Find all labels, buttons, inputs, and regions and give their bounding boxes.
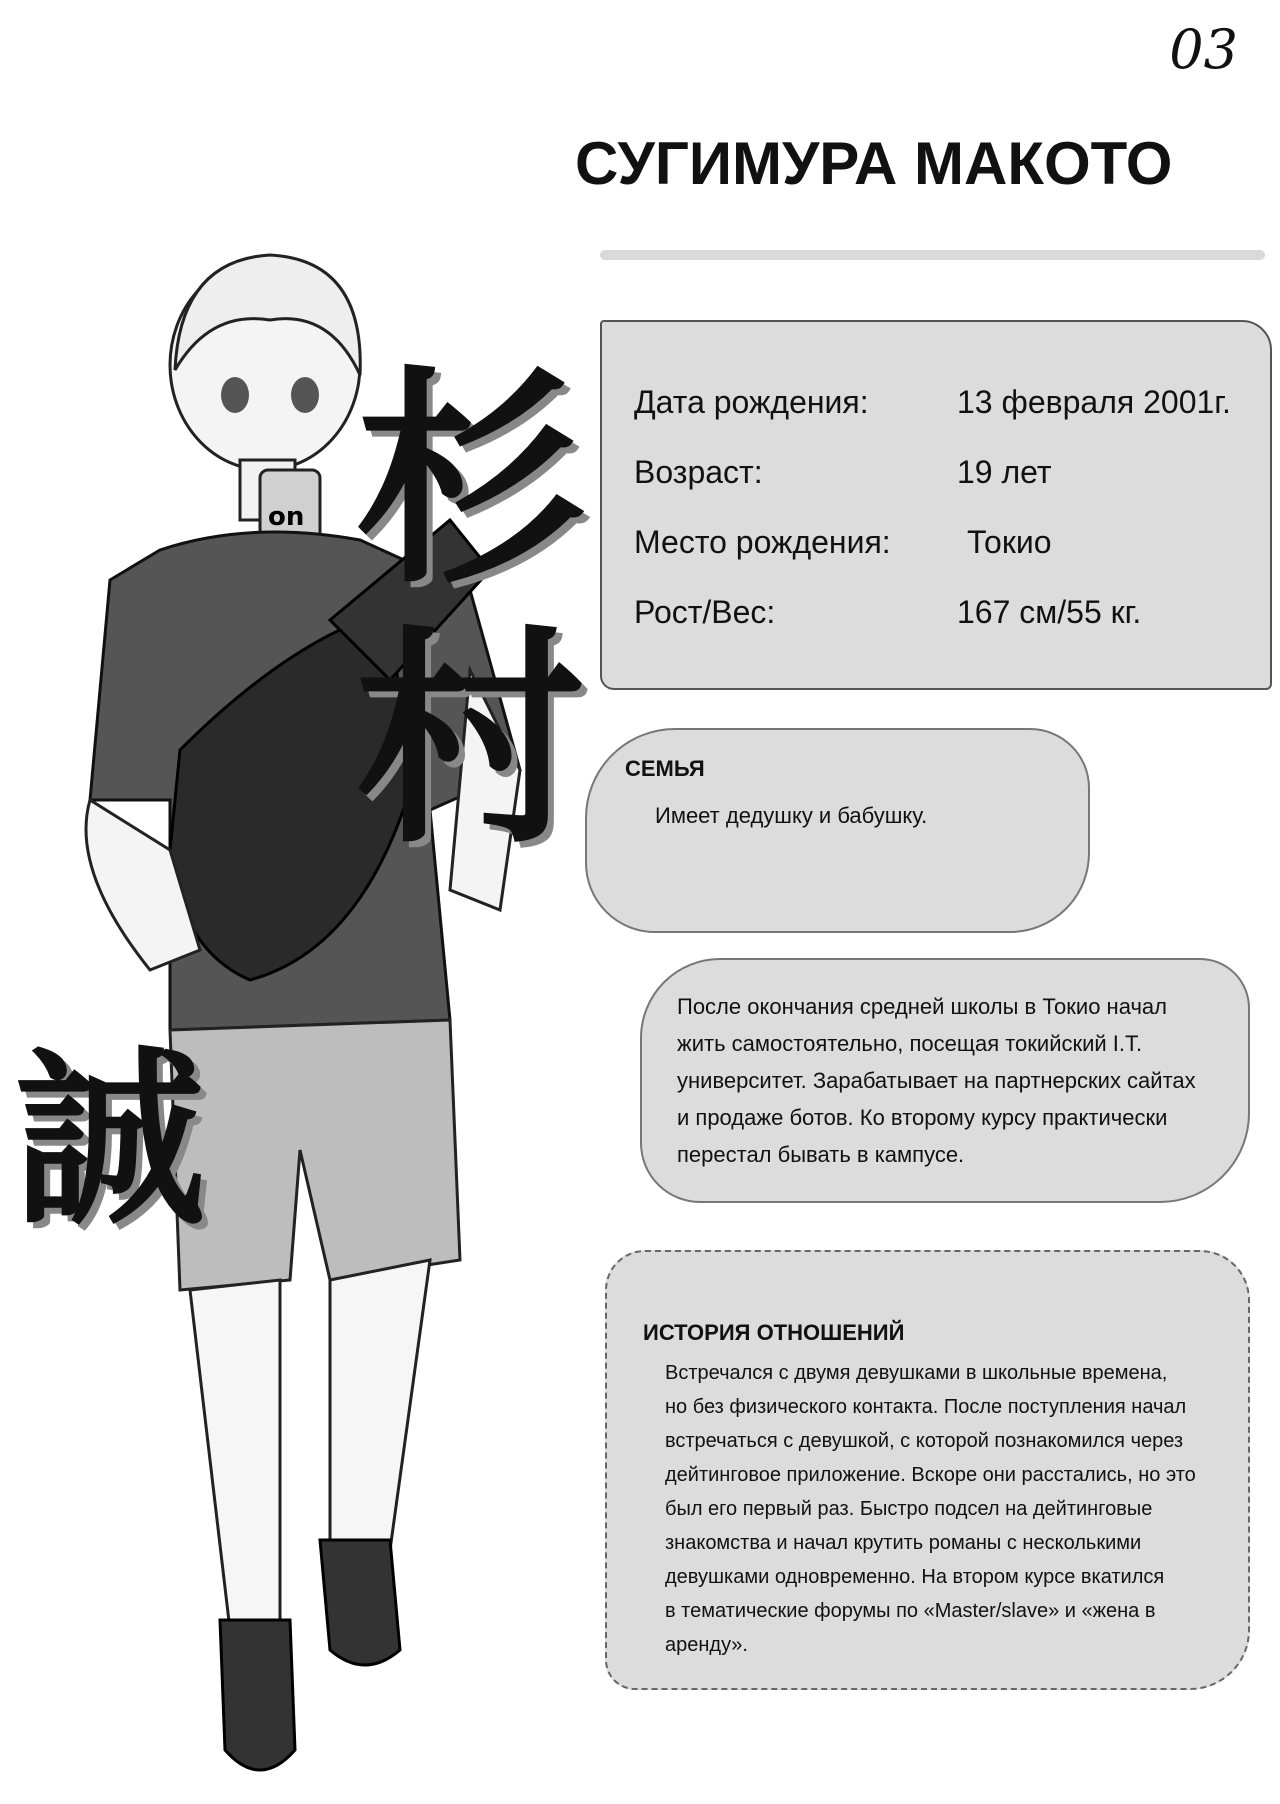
rel-line: был его первый раз. Быстро подсел на дейтинговые [665, 1498, 1153, 1520]
bio-line: жить самостоятельно, посещая токийский I.T. [677, 1031, 1143, 1056]
page-title: СУГИМУРА МАКОТО [575, 130, 1173, 197]
kanji-given-name: 誠 [15, 1028, 206, 1251]
left-leg [330, 1260, 430, 1550]
rel-line: в тематические форумы по «Master/slave» и «жена в [665, 1600, 1156, 1622]
bio-line: После окончания средней школы в Токио начал [677, 994, 1167, 1019]
bio-line: и продаже ботов. Ко второму курсу практически [677, 1105, 1168, 1130]
left-eye [221, 377, 249, 413]
height-weight-value: 167 см/55 кг. [957, 594, 1142, 630]
bio-line: перестал бывать в кампусе. [677, 1142, 965, 1167]
age-value: 19 лет [957, 454, 1052, 490]
birthplace-value: Токио [967, 524, 1052, 560]
right-eye [291, 377, 319, 413]
relationships-text [665, 1356, 1225, 1662]
family-heading: СЕМЬЯ [625, 756, 705, 781]
birthplace-label: Место рождения: [634, 524, 891, 560]
rel-line: но без физического контакта. После поступления начал [665, 1396, 1187, 1418]
biography-bubble [640, 958, 1250, 1203]
birthdate-label: Дата рождения: [634, 384, 869, 420]
relationships-heading: ИСТОРИЯ ОТНОШЕНИЙ [643, 1320, 905, 1345]
birthdate-value: 13 февраля 2001г. [957, 384, 1231, 420]
age-label: Возраст: [634, 454, 763, 490]
relationships-panel [605, 1250, 1250, 1690]
rel-line: девушками одновременно. На втором курсе вкатился [665, 1566, 1165, 1588]
right-shoe [220, 1620, 295, 1770]
height-weight-label: Рост/Вес: [634, 594, 776, 630]
shorts [170, 1020, 460, 1290]
shirt-tag-text: on [268, 502, 305, 532]
title-divider [600, 250, 1265, 260]
rel-line: дейтинговое приложение. Вскоре они расстались, но это [665, 1464, 1196, 1486]
family-text: Имеет дедушку и бабушку. [655, 803, 928, 828]
page-number: 03 [1169, 18, 1238, 81]
rel-line: Встречался с двумя девушками в школьные времена, [665, 1362, 1168, 1384]
family-bubble [585, 728, 1090, 933]
rel-line: аренду». [665, 1634, 748, 1656]
biography-text [677, 988, 1227, 1173]
profile-info-panel [600, 320, 1272, 690]
rel-line: знакомства и начал крутить романы с несколькими [665, 1532, 1142, 1554]
left-shoe [320, 1540, 400, 1665]
right-leg [190, 1280, 280, 1630]
rel-line: встречаться с девушкой, с которой познакомился через [665, 1430, 1184, 1452]
kanji-surname: 杉村 [355, 345, 586, 875]
bio-line: университет. Зарабатывает на партнерских сайтах [677, 1068, 1196, 1093]
